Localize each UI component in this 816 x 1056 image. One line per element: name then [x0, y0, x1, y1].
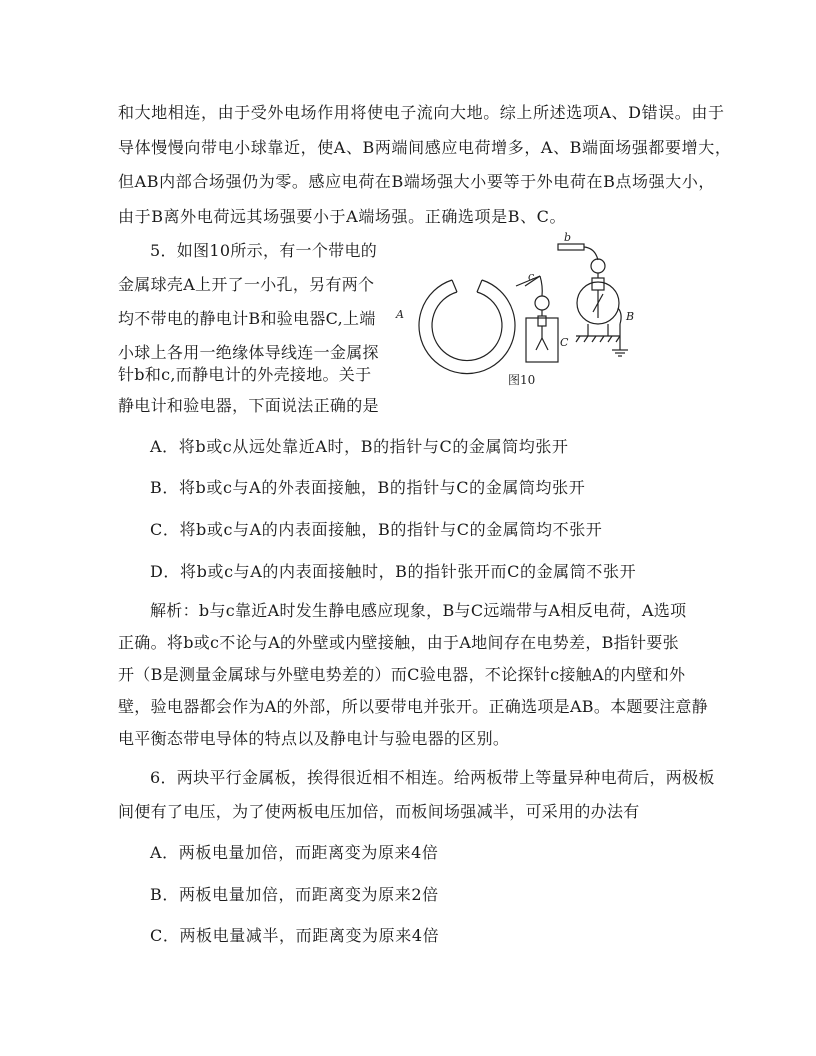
- metal-shell-a: [419, 280, 515, 374]
- q6-option-a: A．两板电量加倍，而距离变为原来4倍: [150, 843, 439, 862]
- q5-stem-line-5: 针b和c,而静电计的外壳接地。关于: [118, 365, 372, 384]
- q5-stem-line-6: 静电计和验电器，下面说法正确的是: [118, 396, 379, 415]
- q5-stem-line-2: 金属球壳A上开了一小孔，另有两个: [118, 275, 375, 294]
- q5-analysis-line-2: 正确。将b或c不论与A的外壁或内壁接触，由于A地间存在电势差，B指针要张: [118, 633, 679, 652]
- q6-stem-line-1: 6．两块平行金属板，挨得很近相不相连。给两板带上等量异种电荷后，两极板: [150, 768, 715, 787]
- label-b: B: [626, 310, 635, 323]
- q5-analysis-line-1: 解析：b与c靠近A时发生静电感应现象，B与C远端带与A相反电荷，A选项: [150, 601, 687, 620]
- q5-option-c: C．将b或c与A的内表面接触，B的指针与C的金属筒均不张开: [150, 520, 603, 539]
- q5-option-b: B．将b或c与A的外表面接触，B的指针与C的金属筒均张开: [150, 478, 586, 497]
- q5-stem-line-3: 均不带电的静电计B和验电器C,上端: [118, 309, 376, 328]
- q6-stem-line-2: 间便有了电压，为了使两板电压加倍，而板间场强减半，可采用的办法有: [118, 802, 640, 821]
- q5-option-d: D．将b或c与A的内表面接触时，B的指针张开而C的金属筒不张开: [150, 562, 637, 581]
- intro-line-4: 由于B离外电荷远其场强要小于A端场强。正确选项是B、C。: [118, 207, 567, 226]
- electroscope-c: [516, 276, 558, 362]
- intro-line-3: 但AB内部合场强仍为零。感应电荷在B端场强大小要等于外电荷在B点场强大小，: [118, 172, 716, 191]
- electrometer-b: [558, 244, 628, 356]
- q5-stem-line-1: 5．如图10所示，有一个带电的: [150, 241, 378, 260]
- label-c: C: [560, 336, 569, 349]
- intro-line-2: 导体慢慢向带电小球靠近，使A、B两端间感应电荷增多，A、B端面场强都要增大，: [118, 138, 732, 157]
- q5-analysis-line-3: 开（B是测量金属球与外壁电势差的）而C验电器，不论探针c接触A的内壁和外: [118, 665, 686, 684]
- q5-option-a: A．将b或c从远处靠近A时，B的指针与C的金属筒均张开: [150, 437, 569, 456]
- figure-10: [390, 228, 650, 396]
- label-c-probe: c: [528, 270, 535, 283]
- q5-stem-line-4: 小球上各用一绝缘体导线连一金属探: [118, 343, 379, 362]
- intro-line-1: 和大地相连，由于受外电场作用将使电子流向大地。综上所述选项A、D错误。由于: [118, 103, 725, 122]
- label-b-probe: b: [564, 231, 572, 244]
- q6-option-c: C．两板电量减半，而距离变为原来4倍: [150, 926, 440, 945]
- q6-option-b: B．两板电量加倍，而距离变为原来2倍: [150, 885, 439, 904]
- figure-caption: 图10: [508, 373, 536, 387]
- q5-analysis-line-4: 壁，验电器都会作为A的外部，所以要带电并张开。正确选项是AB。本题要注意静: [118, 697, 708, 716]
- label-a: A: [396, 308, 404, 321]
- q5-analysis-line-5: 电平衡态带电导体的特点以及静电计与验电器的区别。: [118, 729, 510, 748]
